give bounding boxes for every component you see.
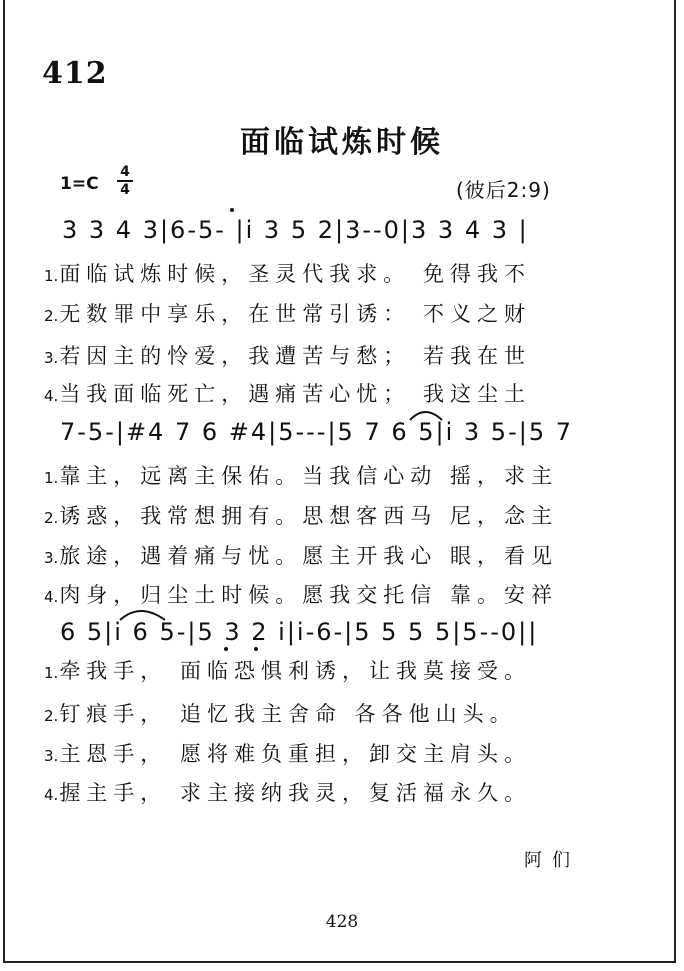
amen-text: 阿们 [524,850,580,871]
verse-number: 3. [44,349,59,367]
lyric-text: 靠主，远离主保佑。当我信心动 摇，求主 [59,464,558,488]
notation-line-2: 7-5-|#4 7 6 #4|5---|5 7 6 5|i 3 5-|5 7 [60,418,573,446]
notation-line-1: 3 3 4 3|6-5- |i 3 5 2|3--0|3 3 4 3 | [62,216,529,244]
verse-number: 1. [44,469,59,487]
octave-dot [224,647,228,651]
verse-number: 2. [44,707,59,725]
time-signature-top: 4 [120,164,130,180]
octave-dot [230,208,234,212]
time-signature-bottom: 4 [120,182,130,198]
lyric-text: 钉痕手， 追忆我主舍命 各各他山头。 [59,702,517,726]
lyric-text: 肉身，归尘土时候。愿我交托信 靠。安祥 [59,583,558,607]
lyric-text: 面临试炼时候，圣灵代我求。 免得我不 [59,262,531,286]
verse-number: 1. [44,664,59,682]
slur-mark [120,611,165,620]
hymn-title: 面临试炼时候 [240,125,444,160]
key-signature: 1=C [60,174,99,194]
scripture-reference: (彼后2:9) [456,178,551,202]
notation-line-3: 6 5|i 6 5-|5 3 2 i|i-6-|5 5 5 5|5--0|| [60,618,539,646]
verse-number: 4. [44,588,59,606]
lyric-text: 诱惑，我常想拥有。思想客西马 尼，念主 [59,504,558,528]
lyric-text: 主恩手， 愿将难负重担，卸交主肩头。 [59,742,531,766]
verse-number: 4. [44,387,59,405]
lyric-text: 握主手， 求主接纳我灵，复活福永久。 [59,781,531,805]
verse-number: 1. [44,267,59,285]
lyric-text: 旅途，遇着痛与忧。愿主开我心 眼，看见 [59,544,558,568]
hymn-number: 412 [42,56,108,91]
lyric-text: 当我面临死亡，遇痛苦心忧； 我这尘土 [59,382,531,406]
lyric-text: 若因主的怜爱，我遭苦与愁； 若我在世 [59,344,531,368]
verse-number: 2. [44,509,59,527]
slur-mark [410,412,442,420]
verse-number: 2. [44,307,59,325]
verse-number: 3. [44,549,59,567]
verse-number: 4. [44,786,59,804]
lyric-text: 无数罪中享乐，在世常引诱： 不义之财 [59,302,531,326]
verse-number: 3. [44,747,59,765]
lyric-text: 牵我手， 面临恐惧利诱，让我莫接受。 [59,659,531,683]
page-number: 428 [325,912,359,932]
octave-dot [254,647,258,651]
